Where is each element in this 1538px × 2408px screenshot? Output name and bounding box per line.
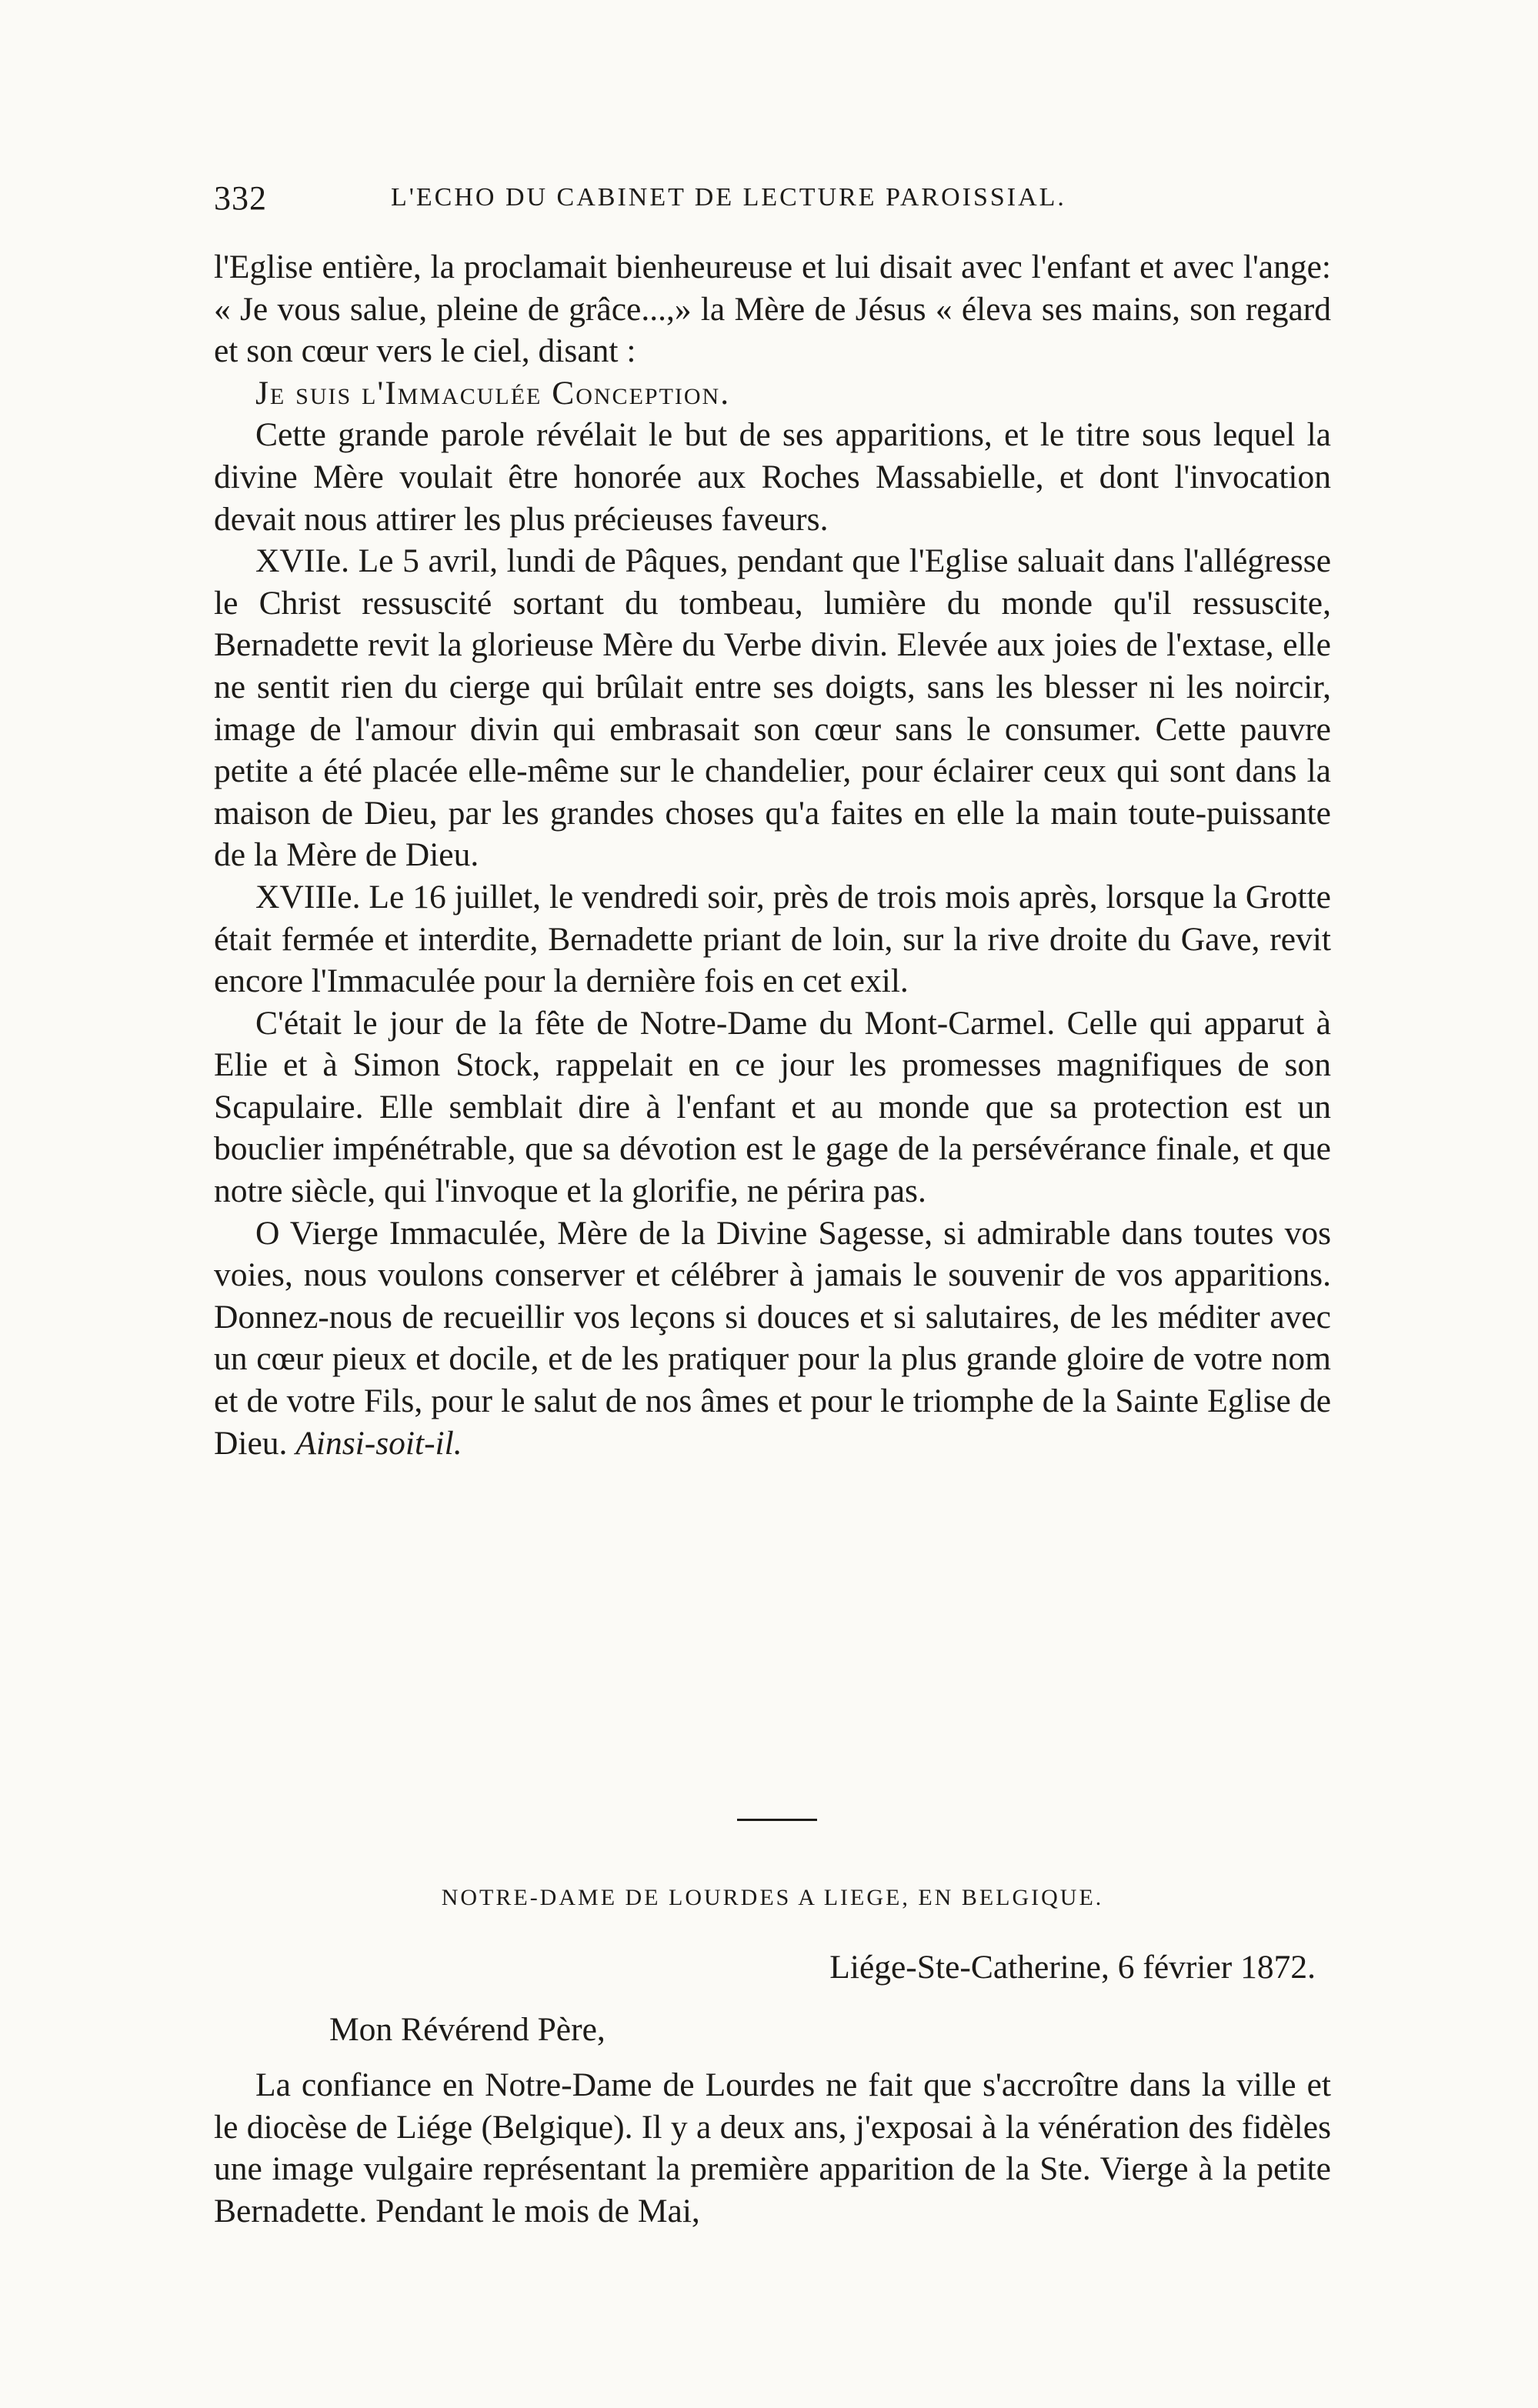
- paragraph-prayer: [214, 1212, 1331, 1465]
- running-title: L'ECHO DU CABINET DE LECTURE PAROISSIAL.: [391, 183, 1066, 212]
- immaculate-conception-line: Je suis l'Immaculée Conception.: [255, 374, 731, 412]
- main-text: [214, 246, 1331, 1464]
- running-head: [214, 178, 1329, 225]
- prayer-text: O Vierge Immaculée, Mère de la Divine Sagesse, si admirable dans toutes vos voies, nous voulons conserver et célébrer à jamais le souvenir de vos apparitions. Donnez-nous de recueillir vos leçons si douces et si salutaires, de les méditer avec un cœur pieux et docile, et de les pratiquer pour la plus grande gloire de votre nom et de votre Fils, pour le salut de nos âmes et pour le triomphe de la Sainte Eglise de Dieu.: [214, 1214, 1331, 1462]
- paragraph-xviiie: XVIIIe. Le 16 juillet, le vendredi soir, près de trois mois après, lorsque la Grotte était fermée et interdite, Bernadette priant de loin, sur la rive droite du Gave, revit encore l'Immaculée pour la dernière fois en cet exil.: [214, 878, 1331, 1000]
- paragraph-mont-carmel: C'était le jour de la fête de Notre-Dame du Mont-Carmel. Celle qui apparut à Elie et à Simon Stock, rappelait en ce jour les promesses magnifiques de son Scapulaire. Elle semblait dire à l'enfant et au monde que sa protection est un bouclier impénétrable, que sa dévotion est le gage de la persévérance finale, et que notre siècle, qui l'invoque et la glorifie, ne périra pas.: [214, 1004, 1331, 1210]
- section-separator: [737, 1819, 817, 1821]
- section-heading: NOTRE-DAME DE LOURDES A LIEGE, EN BELGIQUE.: [441, 1885, 1104, 1910]
- paragraph-1: l'Eglise entière, la proclamait bienheureuse et lui disait avec l'enfant et avec l'ange: « Je vous salue, pleine de grâce...,» la Mère de Jésus « éleva ses mains, son regard et son cœur vers le ciel, disant :: [214, 248, 1331, 370]
- letter-dateline: Liége-Ste-Catherine, 6 février 1872.: [829, 1949, 1316, 1986]
- prayer-closing: Ainsi-soit-il.: [295, 1424, 462, 1462]
- letter-salutation: Mon Révérend Père,: [329, 2010, 606, 2048]
- letter: [214, 1946, 1331, 2233]
- paragraph-xviie: XVIIe. Le 5 avril, lundi de Pâques, pendant que l'Eglise saluait dans l'allégresse le Christ ressuscité sortant du tombeau, lumière du monde qu'il ressuscite, Bernadette revit la glorieuse Mère du Verbe divin. Elevée aux joies de l'extase, elle ne sentit rien du cierge qui brûlait entre ses doigts, sans les blesser ni les noircir, image de l'amour divin qui embrasait son cœur sans le consumer. Cette pauvre petite a été placée elle-même sur le chandelier, pour éclairer ceux qui sont dans la maison de Dieu, par les grandes choses qu'a faites en elle la main toute-puissante de la Mère de Dieu.: [214, 542, 1331, 874]
- page-number: 332: [214, 179, 267, 217]
- paragraph-3: Cette grande parole révélait le but de ses apparitions, et le titre sous lequel la divine Mère voulait être honorée aux Roches Massabielle, et dont l'invocation devait nous attirer les plus précieuses faveurs.: [214, 416, 1331, 538]
- letter-body: La confiance en Notre-Dame de Lourdes ne fait que s'accroître dans la ville et le diocèse de Liége (Belgique). Il y a deux ans, j'exposai à la vénération des fidèles une image vulgaire représentant la première apparition de la Ste. Vierge à la petite Bernadette. Pendant le mois de Mai,: [214, 2066, 1331, 2230]
